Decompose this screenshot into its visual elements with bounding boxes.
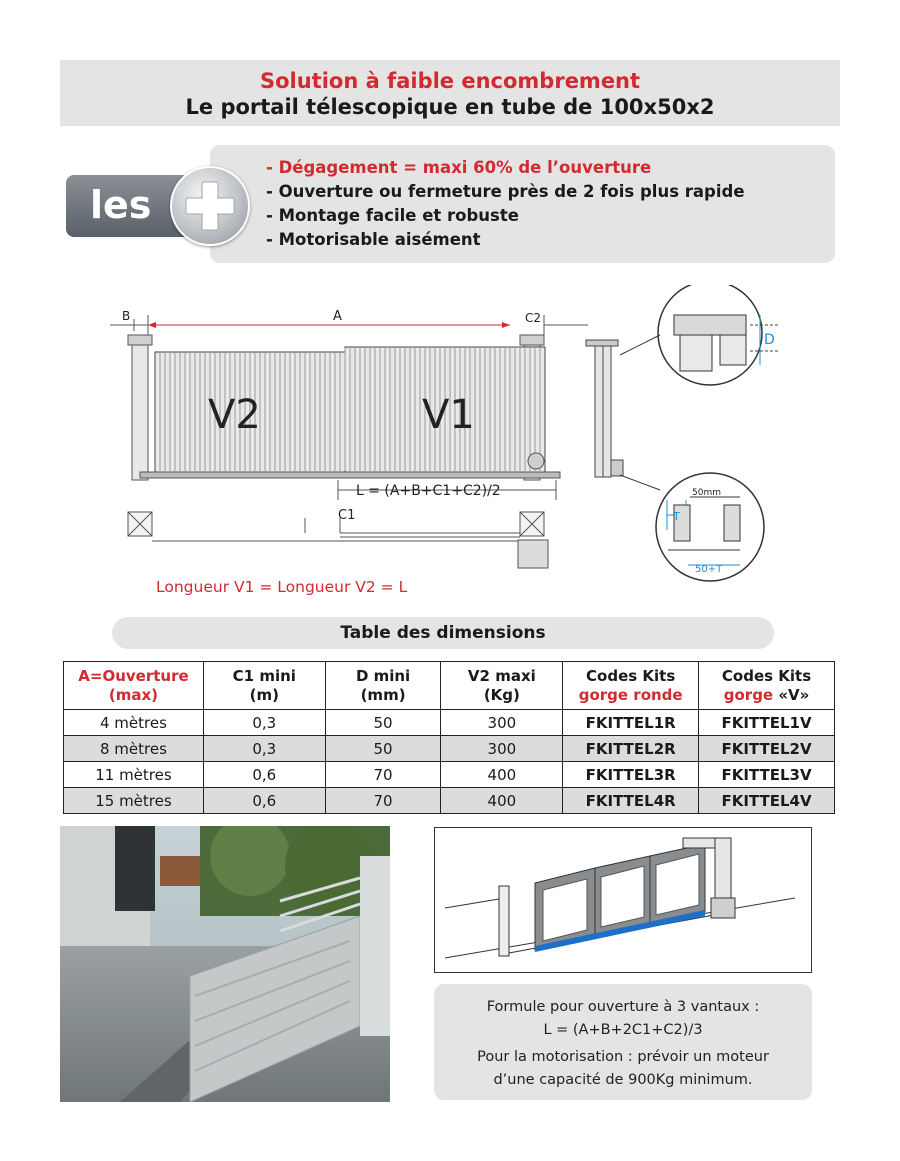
formula-line-3: Pour la motorisation : prévoir un moteur bbox=[477, 1049, 769, 1065]
header-code-v: Codes Kits gorge «V» bbox=[699, 662, 835, 710]
formula-line-4: d’une capacité de 900Kg minimum. bbox=[493, 1072, 753, 1088]
gate-elevation bbox=[128, 335, 560, 480]
cell-opening: 11 mètres bbox=[64, 762, 204, 788]
detail-label-50mm: 50mm bbox=[692, 488, 721, 498]
formula-box bbox=[434, 984, 812, 1100]
cell-opening: 8 mètres bbox=[64, 736, 204, 762]
dimension-label-a: A bbox=[333, 309, 342, 324]
cell-c1: 0,6 bbox=[203, 762, 325, 788]
detail-label-50t: 50+T bbox=[695, 564, 723, 575]
table-header-row bbox=[64, 662, 835, 710]
cell-d: 50 bbox=[325, 710, 441, 736]
plus-icon bbox=[170, 166, 250, 246]
dimension-label-c2: C2 bbox=[525, 311, 542, 325]
header-title: Le portail télescopique en tube de 100x50x2 bbox=[185, 95, 715, 119]
cell-v2: 300 bbox=[441, 736, 563, 762]
table-row bbox=[64, 788, 835, 814]
cell-code-v: FKITTEL1V bbox=[699, 710, 835, 736]
page-header bbox=[60, 60, 840, 126]
advantage-item: - Ouverture ou fermeture près de 2 fois plus rapide bbox=[266, 182, 745, 201]
cell-opening: 15 mètres bbox=[64, 788, 204, 814]
detail-circle-top bbox=[658, 285, 780, 385]
table-title: Table des dimensions bbox=[340, 623, 546, 643]
advantages-list bbox=[266, 156, 745, 252]
cell-code-round: FKITTEL2R bbox=[563, 736, 699, 762]
detail-label-t: T bbox=[673, 510, 680, 523]
dimension-label-d: D bbox=[764, 332, 775, 348]
formula-l-label: L = (A+B+C1+C2)/2 bbox=[356, 483, 501, 499]
advantage-item: - Motorisable aisément bbox=[266, 230, 481, 249]
advantage-item: - Montage facile et robuste bbox=[266, 206, 519, 225]
advantage-item: - Dégagement = maxi 60% de l’ouverture bbox=[266, 158, 652, 177]
cell-code-round: FKITTEL4R bbox=[563, 788, 699, 814]
telescopic-gate-schema bbox=[434, 827, 812, 973]
cell-d: 70 bbox=[325, 788, 441, 814]
table-row bbox=[64, 762, 835, 788]
cell-code-v: FKITTEL2V bbox=[699, 736, 835, 762]
formula-line-1: Formule pour ouverture à 3 vantaux : bbox=[486, 999, 760, 1015]
cell-v2: 400 bbox=[441, 762, 563, 788]
table-row bbox=[64, 710, 835, 736]
cell-d: 70 bbox=[325, 762, 441, 788]
cell-code-v: FKITTEL3V bbox=[699, 762, 835, 788]
header-c1: C1 mini (m) bbox=[203, 662, 325, 710]
dimensions-table bbox=[63, 661, 835, 814]
cell-v2: 400 bbox=[441, 788, 563, 814]
cell-opening: 4 mètres bbox=[64, 710, 204, 736]
cell-code-v: FKITTEL4V bbox=[699, 788, 835, 814]
header-code-round: Codes Kits gorge ronde bbox=[563, 662, 699, 710]
cell-c1: 0,3 bbox=[203, 710, 325, 736]
table-row bbox=[64, 736, 835, 762]
cell-d: 50 bbox=[325, 736, 441, 762]
les-badge-text: les bbox=[90, 183, 152, 227]
leaf-label-v1: V1 bbox=[422, 392, 475, 438]
cell-code-round: FKITTEL1R bbox=[563, 710, 699, 736]
table-title-bar bbox=[112, 617, 774, 649]
gate-photo bbox=[60, 826, 390, 1102]
cell-c1: 0,3 bbox=[203, 736, 325, 762]
top-dimension-lines bbox=[110, 315, 588, 345]
dimension-label-b: B bbox=[122, 309, 131, 323]
cell-v2: 300 bbox=[441, 710, 563, 736]
cell-code-round: FKITTEL3R bbox=[563, 762, 699, 788]
header-v2: V2 maxi (Kg) bbox=[441, 662, 563, 710]
header-d: D mini (mm) bbox=[325, 662, 441, 710]
formula-line-2: L = (A+B+2C1+C2)/3 bbox=[543, 1022, 703, 1038]
header-title-red: Solution à faible encombrement bbox=[259, 69, 641, 93]
gate-side-view bbox=[586, 340, 623, 477]
gate-technical-drawing bbox=[100, 285, 800, 605]
length-note: Longueur V1 = Longueur V2 = L bbox=[156, 578, 408, 596]
leaf-label-v2: V2 bbox=[208, 392, 261, 438]
dimension-label-c1: C1 bbox=[338, 508, 356, 523]
cell-c1: 0,6 bbox=[203, 788, 325, 814]
header-opening: A=Ouverture (max) bbox=[64, 662, 204, 710]
